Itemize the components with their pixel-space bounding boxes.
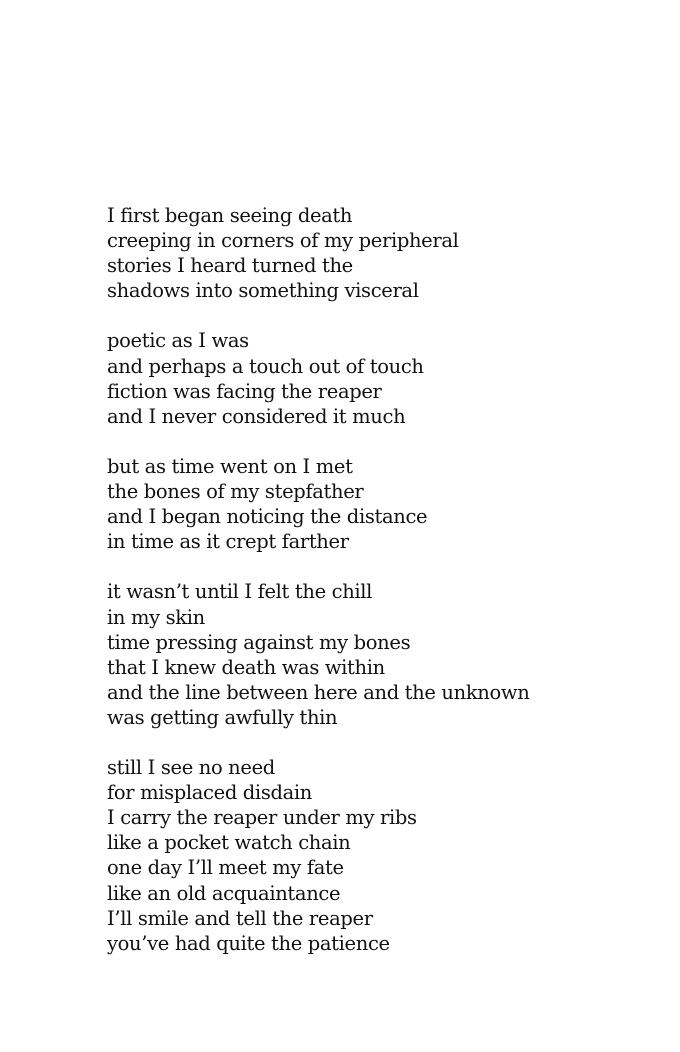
poem-line: one day I’ll meet my fate [107,856,344,880]
poem-line: shadows into something visceral [107,279,419,303]
poem-line: it wasn’t until I felt the chill [107,580,373,604]
poem-line: creeping in corners of my peripheral [107,229,459,253]
poem-line: and the line between here and the unknown [107,680,530,704]
poem-line: and perhaps a touch out of touch [107,354,424,378]
poem-line: in my skin [107,605,205,629]
poem [107,203,647,956]
poem-line: for misplaced disdain [107,781,312,805]
poem-line: I’ll smile and tell the reaper [107,906,373,930]
poem-line: stories I heard turned the [107,254,353,278]
poem-line: and I began noticing the distance [107,505,428,529]
stanza-4 [107,579,647,730]
poem-line: like an old acquaintance [107,881,341,905]
poem-line: I first began seeing death [107,204,353,227]
poem-line: the bones of my stepfather [107,480,364,504]
stanza-5 [107,755,647,956]
poem-line: I carry the reaper under my ribs [107,806,417,830]
stanza-1 [107,203,647,303]
poem-line: like a pocket watch chain [107,831,351,855]
poem-line: that I knew death was within [107,655,385,679]
stanza-3 [107,454,647,554]
poem-line: fiction was facing the reaper [107,379,382,403]
poem-line: in time as it crept farther [107,530,349,554]
stanza-2 [107,328,647,428]
poem-line: still I see no need [107,756,275,780]
poem-line: and I never considered it much [107,404,406,428]
poem-line: time pressing against my bones [107,630,411,654]
poem-line: you’ve had quite the patience [107,931,390,955]
poem-line: poetic as I was [107,329,249,353]
poem-line: but as time went on I met [107,454,353,478]
poem-line: was getting awfully thin [107,705,338,729]
